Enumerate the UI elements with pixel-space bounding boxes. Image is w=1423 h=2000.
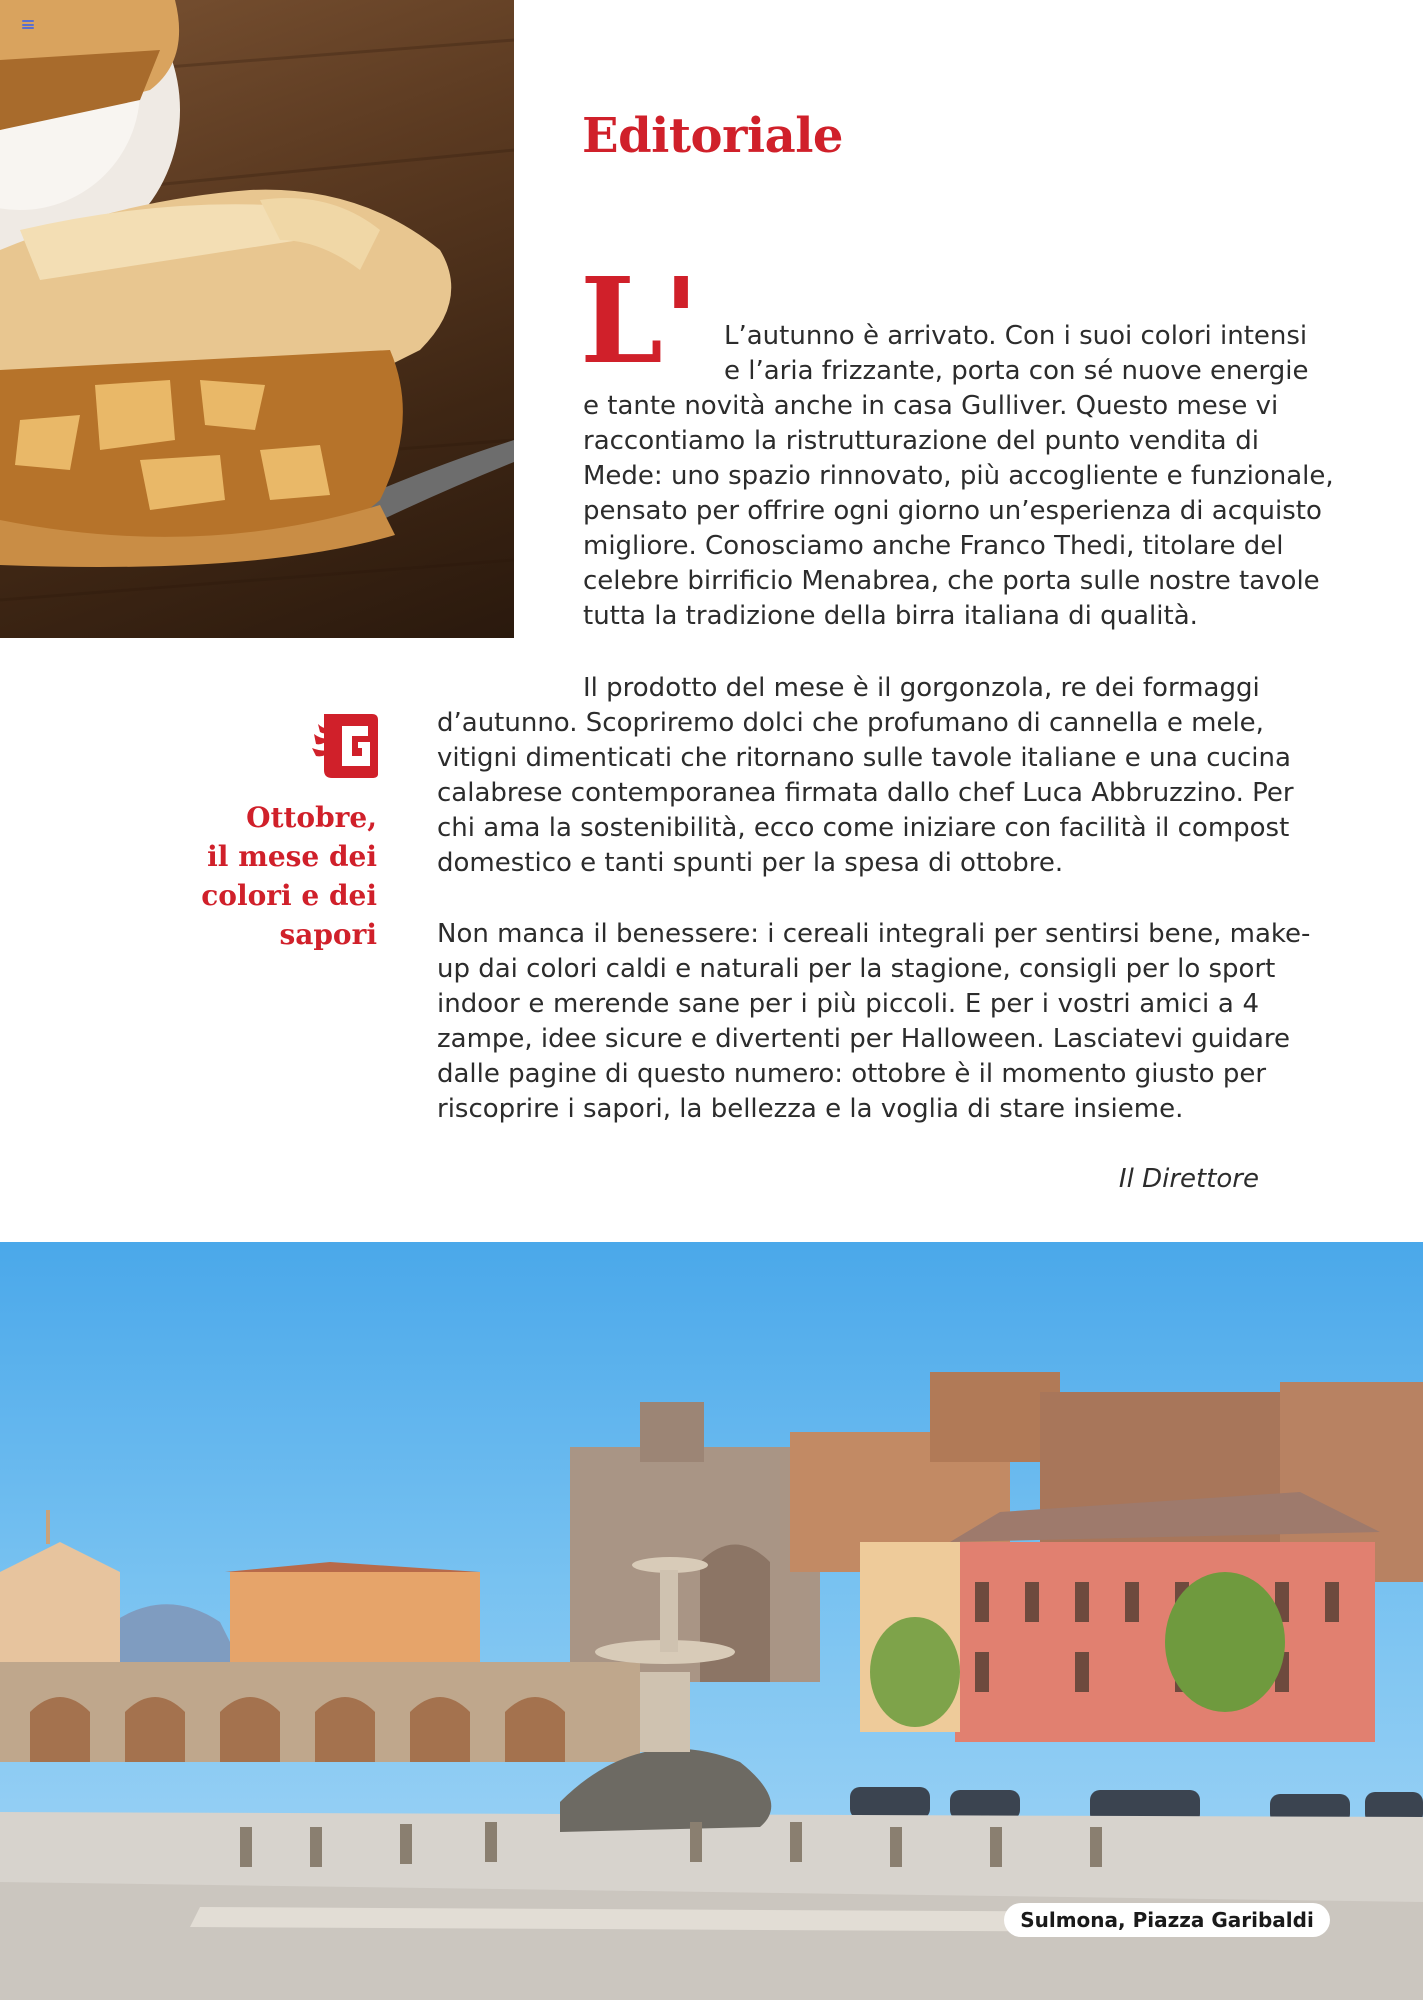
text-line: calabrese contemporanea firmata dallo chef Luca Abbruzzino. Per bbox=[437, 778, 1294, 808]
sulmona-town-photo bbox=[0, 1242, 1423, 2000]
text-line: pensato per offrire ogni giorno un’esperienza di acquisto bbox=[583, 496, 1322, 526]
text-line: riscoprire i sapori, la bellezza e la voglia di stare insieme. bbox=[437, 1094, 1184, 1124]
menu-icon[interactable] bbox=[22, 20, 34, 29]
text-line: celebre birrificio Menabrea, che porta sulle nostre tavole bbox=[583, 566, 1320, 596]
text-line: Non manca il benessere: i cereali integrali per sentirsi bene, make- bbox=[437, 919, 1311, 949]
gulliver-logo-icon bbox=[312, 710, 380, 780]
page-title: Editoriale bbox=[582, 108, 843, 164]
drop-cap: L' bbox=[580, 251, 700, 390]
text-line: indoor e merende sane per i più piccoli. E per i vostri amici a 4 bbox=[437, 989, 1259, 1019]
text-line: up dai colori caldi e naturali per la stagione, consigli per lo sport bbox=[437, 954, 1276, 984]
side-heading-line: colori e dei bbox=[201, 879, 377, 912]
text-line: Il prodotto del mese è il gorgonzola, re dei formaggi bbox=[583, 673, 1260, 703]
text-line: domestico e tanti spunti per la spesa di ottobre. bbox=[437, 848, 1064, 878]
text-line: L’autunno è arrivato. Con i suoi colori intensi bbox=[724, 321, 1308, 351]
photo-caption: Sulmona, Piazza Garibaldi bbox=[1004, 1903, 1330, 1937]
side-heading bbox=[117, 798, 377, 954]
text-line: dalle pagine di questo numero: ottobre è il momento giusto per bbox=[437, 1059, 1267, 1089]
text-line: e tante novità anche in casa Gulliver. Questo mese vi bbox=[583, 391, 1279, 421]
side-heading-line: il mese dei bbox=[207, 840, 377, 873]
text-line: raccontiamo la ristrutturazione del punto vendita di bbox=[583, 426, 1259, 456]
side-heading-line: sapori bbox=[279, 918, 377, 951]
text-line: Mede: uno spazio rinnovato, più accogliente e funzionale, bbox=[583, 461, 1334, 491]
text-line: tutta la tradizione della birra italiana di qualità. bbox=[583, 601, 1198, 631]
text-line: e l’aria frizzante, porta con sé nuove energie bbox=[724, 356, 1309, 386]
text-line: vitigni dimenticati che ritornano sulle tavole italiane e una cucina bbox=[437, 743, 1291, 773]
text-line: chi ama la sostenibilità, ecco come iniziare con facilità il compost bbox=[437, 813, 1290, 843]
text-line: zampe, idee sicure e divertenti per Halloween. Lasciatevi guidare bbox=[437, 1024, 1291, 1054]
apple-pie-photo bbox=[0, 0, 514, 638]
side-heading-line: Ottobre, bbox=[246, 801, 377, 834]
text-line: d’autunno. Scopriremo dolci che profumano di cannella e mele, bbox=[437, 708, 1264, 738]
signature: Il Direttore bbox=[1118, 1164, 1259, 1194]
text-line: migliore. Conosciamo anche Franco Thedi, titolare del bbox=[583, 531, 1284, 561]
